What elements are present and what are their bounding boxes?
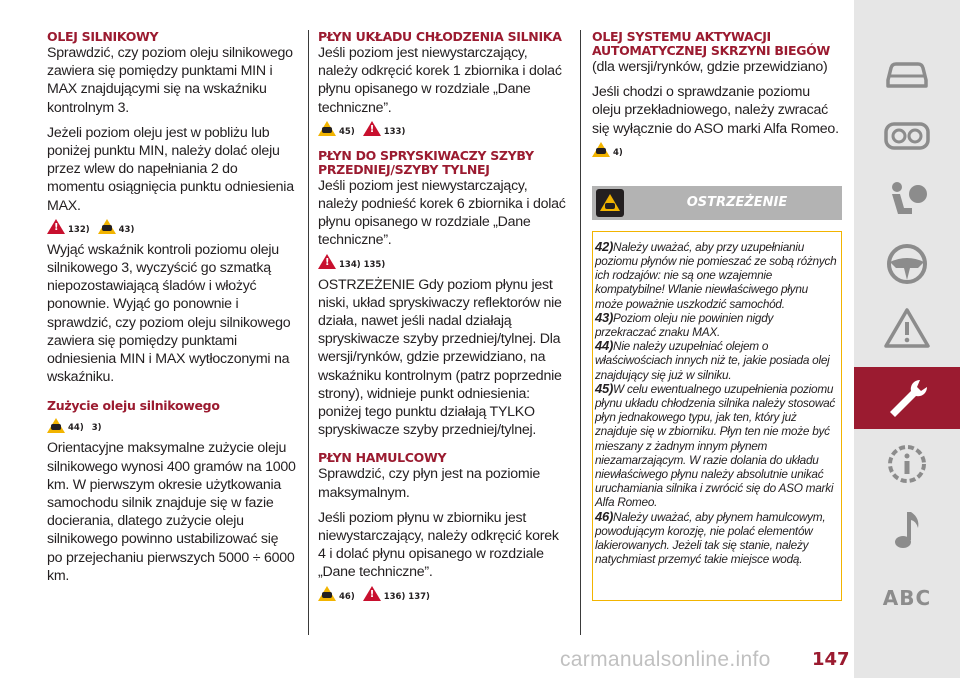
- reference-number[interactable]: 46): [339, 591, 355, 602]
- reference-number[interactable]: 133): [383, 126, 406, 137]
- dashboard-icon[interactable]: [854, 106, 960, 166]
- reference-number[interactable]: 45): [339, 126, 355, 137]
- warning-item: [595, 240, 837, 311]
- page-number: 147: [812, 649, 850, 670]
- column-divider-2: [580, 30, 581, 635]
- reference-number[interactable]: 134) 135): [339, 259, 386, 270]
- danger-warning-icon: [318, 254, 336, 269]
- paragraph: Jeśli poziom jest niewystarczający, należy odkręcić korek 1 zbiornika i dolać płynu opisanego w rozdziale „Dane techniczne”.: [318, 45, 562, 116]
- warning-box: [592, 231, 842, 601]
- caution-icon: [318, 121, 336, 136]
- watermark: carmanualsonline.info: [560, 648, 771, 671]
- paragraph: (dla wersji/rynków, gdzie przewidziano): [592, 59, 828, 75]
- reference-number[interactable]: 43): [118, 224, 135, 235]
- reference-row: [592, 140, 842, 160]
- danger-warning-icon: [363, 586, 381, 601]
- warning-number: 46): [595, 508, 614, 524]
- reference-row: [318, 252, 570, 272]
- warning-item: [595, 311, 837, 339]
- heading-brake-fluid: PŁYN HAMULCOWY: [318, 450, 447, 466]
- abc-index-button[interactable]: [854, 568, 960, 628]
- paragraph: Jeśli poziom płynu w zbiorniku jest niewystarczający, należy odkręcić korek 4 i dolać płynu opisanego w rozdziale „Dane techniczne”.: [318, 509, 559, 581]
- caution-icon: [98, 219, 116, 234]
- warning-number: 44): [595, 338, 614, 354]
- reference-row: [47, 415, 297, 435]
- column-2: [318, 30, 570, 608]
- reference-row: [318, 584, 570, 604]
- warning-number: 42): [595, 238, 614, 254]
- abc-label: ABC: [882, 586, 932, 610]
- paragraph: Sprawdzić, czy poziom oleju silnikowego zawiera się pomiędzy punktami MIN i MAX znajdującymi się na wskaźniku kontrolnym 3.: [47, 45, 293, 116]
- car-icon[interactable]: [854, 42, 960, 102]
- heading-washer-fluid: PŁYN DO SPRYSKIWACZY SZYBY PRZEDNIEJ/SZYBY TYLNEJ: [318, 147, 534, 177]
- paragraph: Orientacyjne maksymalne zużycie oleju silnikowego wynosi 400 gramów na 1000 km. W pierwszym okresie użytkowania samochodu silnik znajduje się w fazie docierania, dlatego zużycie oleju silnikowego powinno ustabilizować się po przejechaniu pierwszych 5000 ÷ 6000 km.: [47, 440, 296, 584]
- warning-text: Poziom oleju nie powinien nigdy przekraczać znaku MAX.: [595, 310, 774, 340]
- column-divider-1: [308, 30, 309, 635]
- column-3: [592, 30, 842, 601]
- danger-warning-icon: [47, 219, 65, 234]
- paragraph: Sprawdzić, czy płyn jest na poziomie maksymalnym.: [318, 466, 541, 501]
- warning-item: [595, 510, 837, 567]
- heading-coolant: PŁYN UKŁADU CHŁODZENIA SILNIKA: [318, 29, 562, 44]
- warning-text: W celu ewentualnego uzupełnienia poziomu płynu układu chłodzenia silnika należy stosować płyn jednakowego typu, jak ten, który już znajduje się w zbiorniku. Płyn ten nie może być mieszany z żadnym innym płynem niezamarzającym. W razie dolania do układu niewłaściwego płynu należy absolutnie unikać uruchamiania silnika i zwrócić się do ASO marki Alfa Romeo.: [595, 381, 836, 510]
- paragraph: OSTRZEŻENIE Gdy poziom płynu jest niski, układ spryskiwaczy reflektorów nie działa, nawet jeśli nadal działają spryskiwacze szyby przedniej/tylnej. Dla wersji/rynków, gdzie przewidziano, na wskaźniku kontrolnym (patrz poprzednie strony), widnieje punkt odniesienia: poniżej tego punktu działają TYLKO spryskiwacze szyby przedniej/tylnej.: [318, 276, 562, 439]
- caution-badge-icon: [596, 189, 624, 217]
- warning-item: [595, 382, 837, 510]
- caution-icon: [592, 142, 610, 157]
- warning-icon[interactable]: [854, 298, 960, 358]
- caution-icon: [47, 418, 65, 433]
- heading-engine-oil: OLEJ SILNIKOWY: [47, 29, 159, 44]
- warning-text: Nie należy uzupełniać olejem o właściwościach innych niż te, jakie posiada olej znajdujący się już w silniku.: [595, 339, 830, 382]
- paragraph: Jeżeli poziom oleju jest w pobliżu lub poniżej punktu MIN, należy dolać oleju przez wlew do napełniania 2 do momentu osiągnięcia punktu odniesienia MAX.: [47, 124, 294, 214]
- chapter-sidebar: [854, 0, 960, 678]
- music-icon[interactable]: [854, 500, 960, 560]
- reference-row: [47, 217, 297, 237]
- paragraph: Jeśli chodzi o sprawdzanie poziomu oleju przekładniowego, należy zwracać się wyłącznie do ASO marki Alfa Romeo.: [592, 84, 839, 137]
- reference-number[interactable]: 3): [91, 423, 102, 434]
- warning-number: 45): [595, 380, 614, 396]
- steering-wheel-icon[interactable]: [854, 234, 960, 294]
- airbag-icon[interactable]: [854, 170, 960, 230]
- reference-number[interactable]: 136) 137): [383, 591, 430, 602]
- paragraph: Jeśli poziom jest niewystarczający, należy podnieść korek 6 zbiornika i dolać płynu opisanego w rozdziale „Dane techniczne”.: [318, 177, 566, 249]
- danger-warning-icon: [363, 121, 381, 136]
- warning-item: [595, 339, 837, 382]
- warning-text: Należy uważać, aby przy uzupełnianiu poziomu płynów nie pomieszać ze sobą różnych ich rodzajów: nie są one wzajemnie kompatybilne! Wlanie niewłaściwego płynu może poważnie uszkodzić samochód.: [595, 239, 837, 311]
- reference-row: [318, 119, 570, 139]
- warning-number: 43): [595, 309, 614, 325]
- reference-number[interactable]: 4): [613, 147, 623, 158]
- reference-number[interactable]: 44): [68, 423, 84, 434]
- warning-header: [592, 186, 842, 220]
- heading-oil-consumption: Zużycie oleju silnikowego: [47, 398, 220, 414]
- reference-number[interactable]: 132): [68, 224, 90, 235]
- warning-title: OSTRZEŻENIE: [686, 194, 788, 210]
- caution-icon: [318, 586, 336, 601]
- wrench-icon[interactable]: [854, 367, 960, 429]
- warning-text: Należy uważać, aby płynem hamulcowym, powodującym korozję, nie polać elementów lakierowanych. Jeżeli tak się stanie, należy natychmiast przemyć takie miejsce wodą.: [595, 509, 826, 567]
- column-1: [47, 30, 297, 585]
- info-icon[interactable]: [854, 434, 960, 494]
- paragraph: Wyjąć wskaźnik kontroli poziomu oleju silnikowego 3, wyczyścić go szmatką niepozostawiającą śladów i włożyć ponownie. Wyjąć go ponownie i sprawdzić, czy poziom oleju silnikowego zawiera się pomiędzy punktami odniesienia MIN i MAX wytłoczonymi na wskaźniku.: [47, 241, 291, 386]
- heading-gearbox-oil: OLEJ SYSTEMU AKTYWACJI AUTOMATYCZNEJ SKRZYNI BIEGÓW: [592, 29, 830, 58]
